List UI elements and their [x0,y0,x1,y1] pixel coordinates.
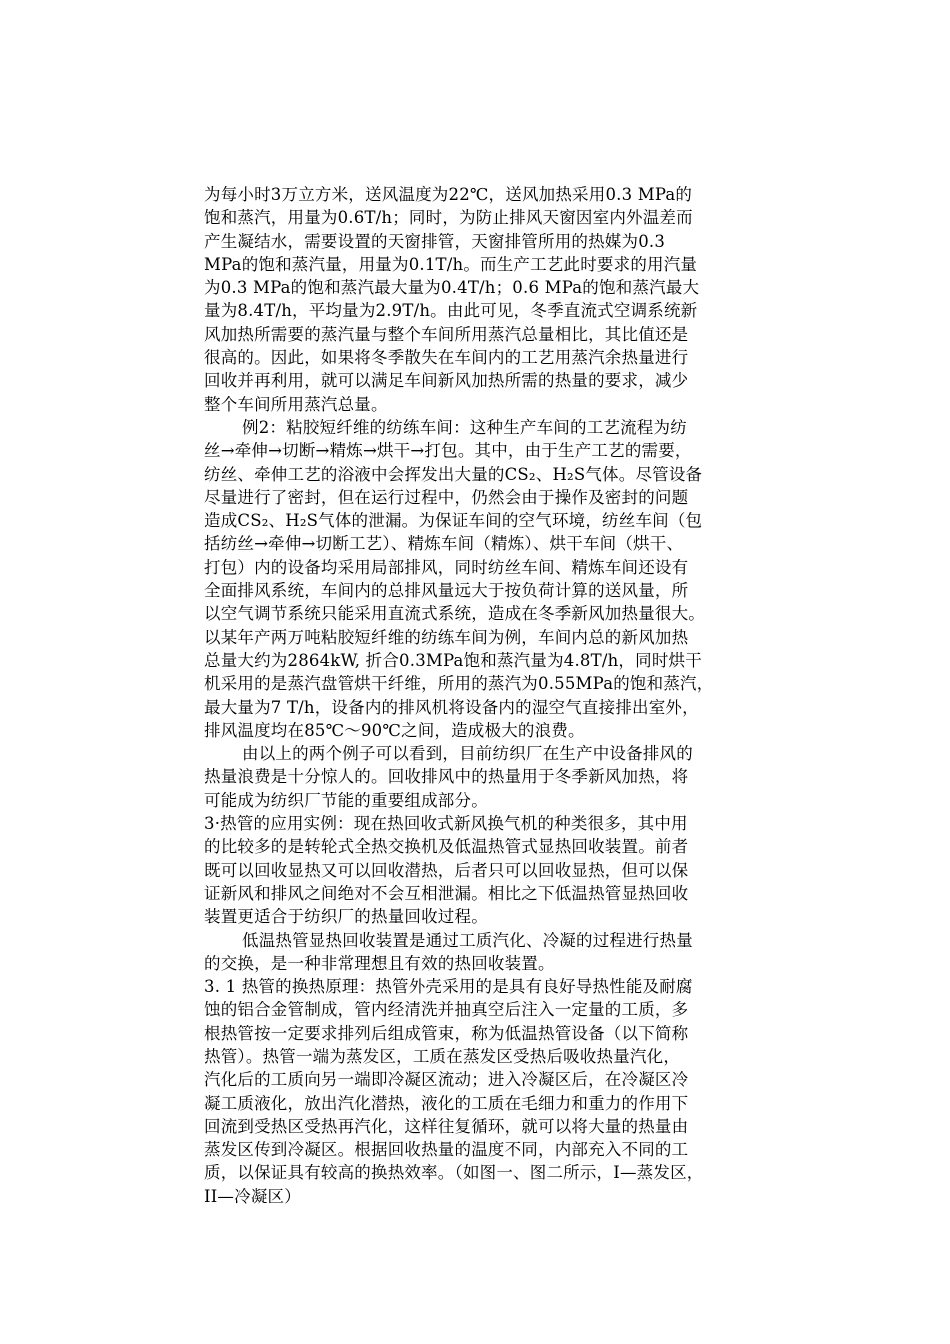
text-line: 为0.3 MPa的饱和蒸汽最大量为0.4T/h；0.6 MPa的饱和蒸汽最大 [204,278,700,298]
text-line: 排风温度均在85℃～90℃之间，造成极大的浪费。 [204,720,585,740]
text-line: 的交换，是一种非常理想且有效的热回收装置。 [204,953,555,973]
text-line: 为每小时3万立方米，送风温度为22℃，送风加热采用0.3 MPa的 [204,185,693,204]
text-line: 尽量进行了密封，但在运行过程中，仍然会由于操作及密封的问题 [204,487,689,507]
text-line: 汽化后的工质向另一端即冷凝区流动；进入冷凝区后，在冷凝区冷 [204,1070,689,1090]
text-line: 低温热管显热回收装置是通过工质汽化、冷凝的过程进行热量 [242,930,693,950]
text-line: 回流到受热区受热再汽化，这样往复循环，就可以将大量的热量由 [204,1116,689,1136]
text-line: 纺丝、牵伸工艺的浴液中会挥发出大量的CS₂、H₂S气体。尽管设备 [204,464,703,484]
text-line: 量为8.4T/h，平均量为2.9T/h。由此可见，冬季直流式空调系统新 [204,301,698,321]
text-line: 质，以保证具有较高的换热效率。（如图一、图二所示，I—蒸发区， [204,1163,704,1183]
body-text [204,183,784,1208]
text-line: 可能成为纺织厂节能的重要组成部分。 [204,790,488,810]
text-line: 整个车间所用蒸汽总量。 [204,394,388,414]
text-line: 由以上的两个例子可以看到，目前纺织厂在生产中设备排风的 [242,744,693,764]
text-line: 证新风和排风之间绝对不会互相泄漏。相比之下低温热管显热回收 [204,883,689,903]
text-line: 机采用的是蒸汽盘管烘干纤维，所用的蒸汽为0.55MPa的饱和蒸汽， [204,674,714,694]
text-line: 造成CS₂、H₂S气体的泄漏。为保证车间的空气环境，纺丝车间（包 [204,511,703,531]
text-line: 凝工质液化，放出汽化潜热，液化的工质在毛细力和重力的作用下 [204,1093,689,1113]
text-line: 饱和蒸汽，用量为0.6T/h；同时，为防止排风天窗因室内外温差而 [204,208,693,228]
text-line: MPa的饱和蒸汽量，用量为0.1T/h。而生产工艺此时要求的用汽量 [204,254,698,274]
text-line: 热量浪费是十分惊人的。回收排风中的热量用于冬季新风加热，将 [204,767,689,787]
text-line: 最大量为7 T/h，设备内的排风机将设备内的湿空气直接排出室外， [204,697,699,717]
text-line: 3·热管的应用实例：现在热回收式新风换气机的种类很多，其中用 [204,814,688,834]
text-line: 蚀的铝合金管制成，管内经清洗并抽真空后注入一定量的工质，多 [204,1000,689,1020]
text-line: 总量大约为2864kW, 折合0.3MPa饱和蒸汽量为4.8T/h，同时烘干 [204,650,702,670]
text-line: 产生凝结水，需要设置的天窗排管，天窗排管所用的热媒为0.3 [204,231,666,251]
text-line: 风加热所需要的蒸汽量与整个车间所用蒸汽总量相比，其比值还是 [204,324,689,344]
text-line: 热管）。热管一端为蒸发区，工质在蒸发区受热后吸收热量汽化， [204,1046,681,1066]
text-line: 回收并再利用，就可以满足车间新风加热所需的热量的要求，减少 [204,371,689,391]
text-line: 的比较多的是转轮式全热交换机及低温热管式显热回收装置。前者 [204,837,689,857]
text-line: 既可以回收显热又可以回收潜热，后者只可以回收显热，但可以保 [204,860,689,880]
text-line: 打包）内的设备均采用局部排风，同时纺丝车间、精炼车间还设有 [204,557,689,577]
text-line: 根热管按一定要求排列后组成管束，称为低温热管设备（以下简称 [204,1023,689,1043]
text-line: 蒸发区传到冷凝区。根据回收热量的温度不同，内部充入不同的工 [204,1140,689,1160]
text-line: 全面排风系统，车间内的总排风量远大于按负荷计算的送风量，所 [204,581,689,601]
text-line: 丝→牵伸→切断→精炼→烘干→打包。其中，由于生产工艺的需要， [204,441,692,461]
text-line: II—冷凝区） [204,1186,301,1206]
text-line: 以空气调节系统只能采用直流式系统，造成在冬季新风加热量很大。 [204,604,705,624]
text-line: 以某年产两万吨粘胶短纤维的纺练车间为例，车间内总的新风加热 [204,627,689,647]
text-line: 例2：粘胶短纤维的纺练车间：这种生产车间的工艺流程为纺 [242,417,687,437]
text-line: 3. 1 热管的换热原理：热管外壳采用的是具有良好导热性能及耐腐 [204,977,693,997]
text-line: 装置更适合于纺织厂的热量回收过程。 [204,907,488,927]
text-line: 括纺丝→牵伸→切断工艺）、精炼车间（精炼）、烘干车间（烘干、 [204,534,684,554]
text-line: 很高的。因此，如果将冬季散失在车间内的工艺用蒸汽余热量进行 [204,348,689,368]
